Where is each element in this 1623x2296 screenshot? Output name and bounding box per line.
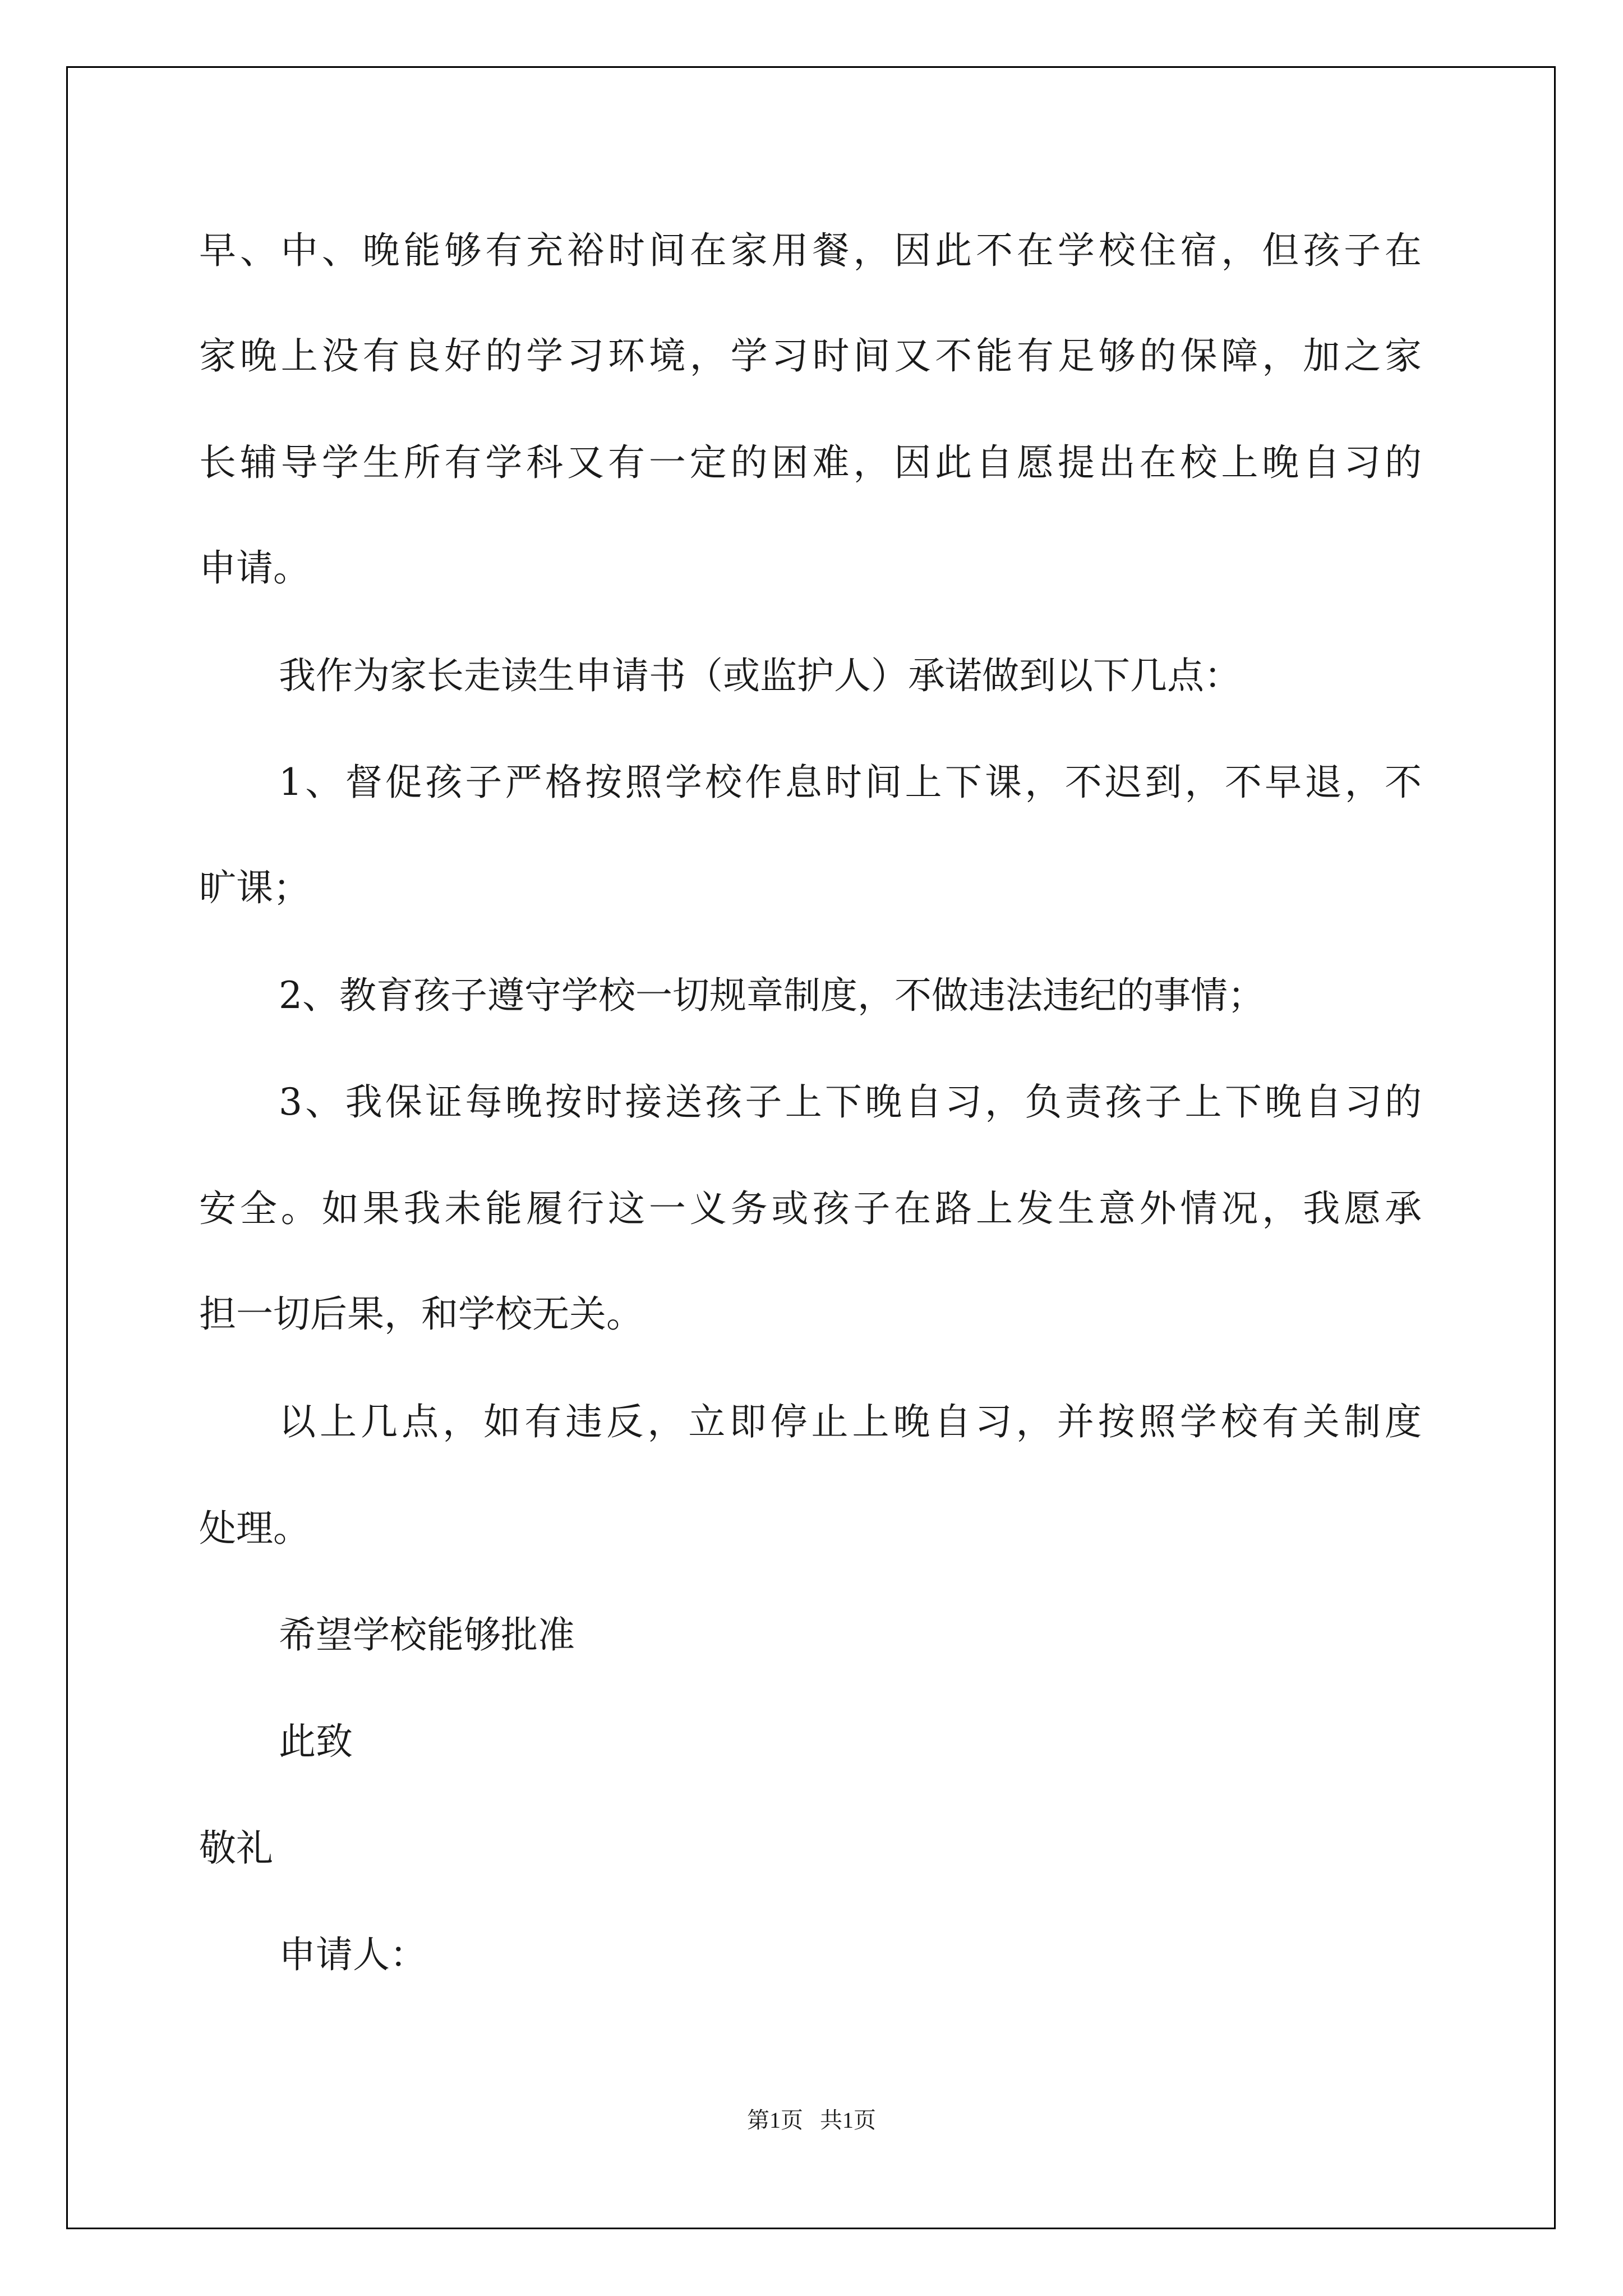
closing-salutation: 此致 — [279, 1720, 353, 1763]
body-line: 旷课； — [199, 866, 310, 909]
body-line: 1、督促孩子严格按照学校作息时间上下课，不迟到，不早退，不 — [279, 761, 1422, 804]
body-line: 早、中、晚能够有充裕时间在家用餐，因此不在学校住宿，但孩子在 — [199, 229, 1422, 272]
body-line: 家晚上没有良好的学习环境，学习时间又不能有足够的保障，加之家 — [199, 334, 1422, 378]
body-line: 2、教育孩子遵守学校一切规章制度，不做违法违纪的事情； — [279, 974, 1265, 1017]
body-line: 安全。如果我未能履行这一义务或孩子在路上发生意外情况，我愿承 — [199, 1187, 1422, 1230]
body-line: 申请。 — [199, 546, 310, 590]
closing-line: 希望学校能够批准 — [279, 1613, 575, 1657]
body-line: 处理。 — [199, 1507, 310, 1550]
page-number: 第1页 共1页 — [747, 2108, 876, 2133]
page-border — [66, 66, 1556, 2229]
body-line: 3、我保证每晚按时接送孩子上下晚自习，负责孩子上下晚自习的 — [279, 1080, 1422, 1124]
signature-label: 申请人： — [279, 1933, 427, 1976]
body-line: 我作为家长走读生申请书（或监护人）承诺做到以下几点： — [279, 654, 1241, 697]
body-line: 以上几点，如有违反，立即停止上晚自习，并按照学校有关制度 — [279, 1400, 1422, 1443]
closing-regards: 敬礼 — [199, 1826, 273, 1870]
body-line: 长辅导学生所有学科又有一定的困难，因此自愿提出在校上晚自习的 — [199, 441, 1422, 484]
body-line: 担一切后果，和学校无关。 — [199, 1292, 643, 1336]
